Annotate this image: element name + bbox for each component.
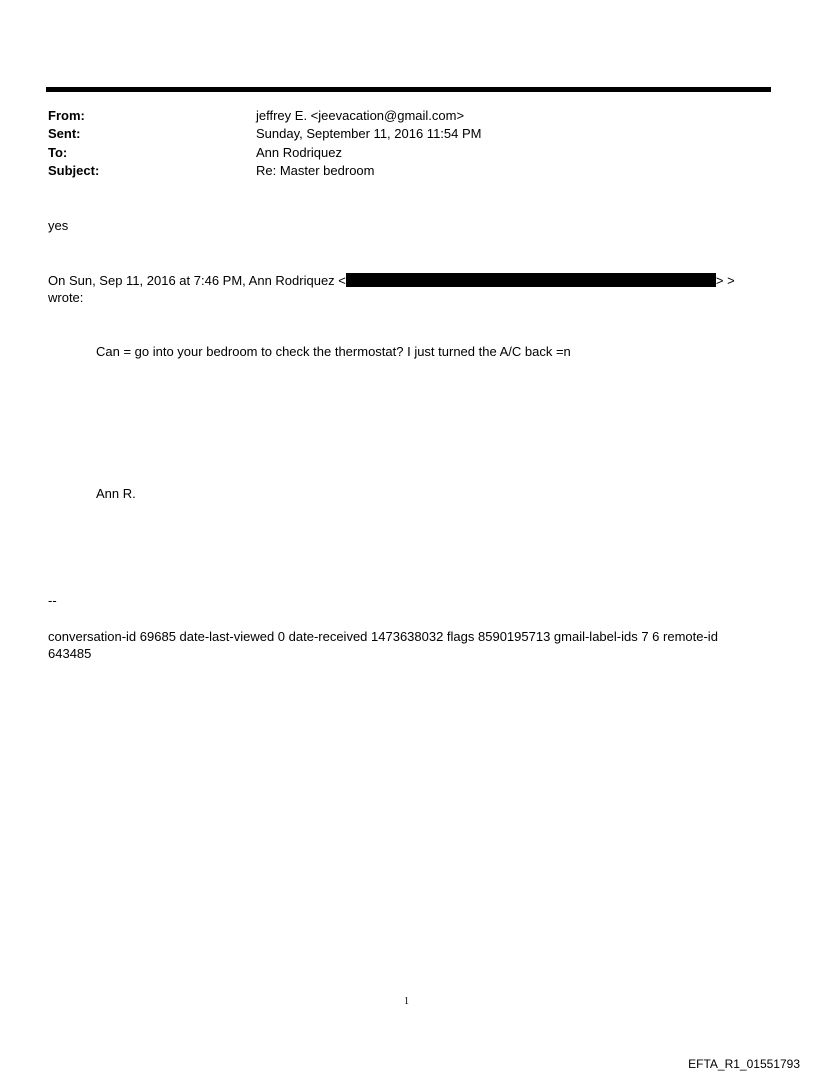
- metadata: [48, 628, 788, 662]
- quote-intro: [48, 272, 768, 306]
- bates-number: EFTA_R1_01551793: [688, 1057, 800, 1071]
- sent-value: Sunday, September 11, 2016 11:54 PM: [256, 126, 482, 141]
- header-rule: [46, 87, 771, 92]
- quote-intro-end: > >: [715, 273, 735, 288]
- metadata-line-2: 643485: [48, 646, 92, 661]
- redaction-bar: [346, 273, 716, 287]
- sent-label: Sent:: [48, 126, 81, 141]
- subject-label: Subject:: [48, 163, 100, 178]
- subject-value: Re: Master bedroom: [256, 163, 375, 178]
- metadata-line-1: conversation-id 69685 date-last-viewed 0 date-received 1473638032 flags 8590195713 gmail-label-ids 7 6 remote-id: [48, 629, 718, 644]
- reply-text: yes: [48, 218, 69, 233]
- to-value: Ann Rodriquez: [256, 145, 342, 160]
- page-number: 1: [404, 996, 409, 1007]
- signature: Ann R.: [96, 486, 136, 501]
- from-label: From:: [48, 108, 85, 123]
- quoted-message: Can = go into your bedroom to check the thermostat? I just turned the A/C back =n: [96, 344, 571, 359]
- quote-intro-start: On Sun, Sep 11, 2016 at 7:46 PM, Ann Rodriquez <: [48, 273, 346, 288]
- separator: --: [48, 593, 57, 608]
- to-label: To:: [48, 145, 68, 160]
- from-value: jeffrey E. <jeevacation@gmail.com>: [256, 108, 465, 123]
- quote-intro-wrap: wrote:: [48, 290, 84, 305]
